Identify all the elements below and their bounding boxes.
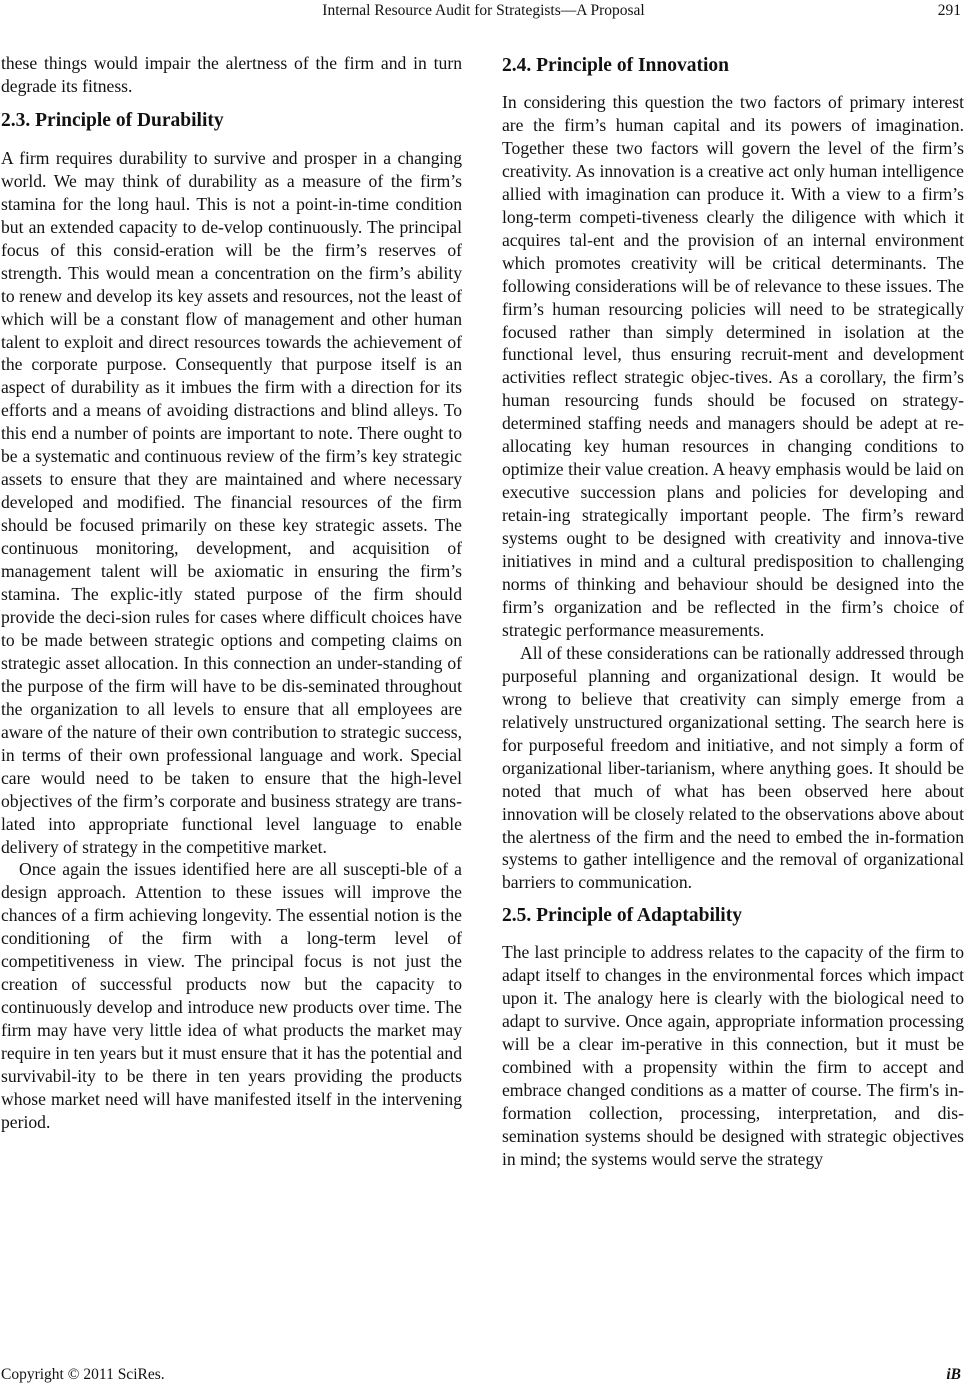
page-header — [0, 2, 967, 22]
paragraph-innovation-2: All of these considerations can be rationally addressed through purposeful planning and organizational design. It would be wrong to believe that creativity can simply emerge from a relatively unstructured organizational setting. The search here is for purposeful freedom and initiative, and not simply a form of organizational liber-tarianism, where anything goes. It should be noted that much of what has been observed here about innovation will be closely related to the observations above about the alertness of the firm and the need to embed the in-formation systems to gather intelligence and the removal of organizational barriers to communication. — [502, 642, 964, 893]
copyright-notice: Copyright © 2011 SciRes. — [1, 1366, 165, 1383]
page-footer — [0, 1366, 967, 1384]
page-number: 291 — [937, 2, 961, 19]
section-heading-durability: 2.3. Principle of Durability — [1, 109, 224, 131]
section-heading-adaptability: 2.5. Principle of Adaptability — [502, 905, 742, 927]
paragraph-innovation-1: In considering this question the two factors of primary interest are the firm’s human capital and its powers of imagination. Together these two factors will govern the level of the firm’s creativity. As innovation is a creative act only human intelligence allied with imagination can produce it. With a view to a firm’s long-term competi-tiveness clearly the diligence with which it acquires tal-ent and the provision of an internal environment which promotes creativity will be critical determinants. The following considerations will be of relevance to these issues. The firm’s human resourcing policies will need to be strategically focused rather than simply determined in isolation at the functional level, thus ensuring recruit-ment and development activities reflect strategic objec-tives. As a corollary, the firm’s human resourcing funds should be focused on strategy-determined staffing needs and managers should be adept at re-allocating key human resources in changing conditions to optimize their value creation. A heavy emphasis would be laid on executive succession plans and policies for developing and retain-ing strategically important people. The firm’s reward systems ought to be designed with creativity and innova-tive initiatives in mind and a cultural predisposition to challenging norms of thinking and behaviour should be designed into the firm’s organization and be reflected in the firm’s choice of strategic performance measurements. — [502, 92, 964, 640]
journal-abbreviation: iB — [946, 1366, 961, 1383]
paragraph-continuation: these things would impair the alertness of the firm and in turn degrade its fitness. — [1, 53, 462, 96]
left-column — [1, 52, 462, 1134]
paragraph-durability-2: Once again the issues identified here are all suscepti-ble of a design approach. Attention to these issues will improve the chances of a firm achieving longevity. The essential notion is the conditioning of the firm with a long-term level of competitiveness in view. The principal focus is not just the creation of successful products now but the capacity to continuously develop and introduce new products over time. The firm may have very little idea of what products the market may require in ten years but it must ensure that it has the potential and survivabil-ity to be there in ten years providing the products whose market need will have manifested itself in the intervening period. — [1, 859, 462, 1132]
right-column — [502, 52, 964, 1171]
running-title: Internal Resource Audit for Strategists—A Proposal — [322, 2, 645, 19]
paragraph-durability-1: A firm requires durability to survive and prosper in a changing world. We may think of durability as a measure of the firm’s stamina for the long haul. This is not a point-in-time condition but an extended capacity to de-velop continuously. The principal focus of this consid-eration will be the firm’s reserves of strength. This would mean a concentration on the firm’s ability to renew and develop its key assets and resources, not the least of which will be a constant flow of management and other human talent to exploit and direct resources towards the achievement of the corporate purpose. Consequently that purpose itself is an aspect of durability as it imbues the firm with a direction for its efforts and a means of avoiding distractions and blind alleys. To this end a number of points are important to note. There ought to be a systematic and continuous review of the firm’s key strategic assets to ensure that they are maintained and where necessary developed and modified. The financial resources of the firm should be focused primarily on these key strategic assets. The continuous monitoring, development, and acquisition of management talent will be axiomatic in ensuring the firm’s stamina. The explic-itly stated purpose of the firm should provide the deci-sion rules for cases where difficult choices have to be made between strategic options and competing claims on strategic asset allocation. In this connection an under-standing of the purpose of the firm will have to be dis-seminated throughout the organization to all levels to ensure that all employees are aware of the nature of their own contribution to strategic success, in terms of their own professional language and work. Special care would need to be taken to ensure that the high-level objectives of the firm’s corporate and business strategy are trans-lated into appropriate functional level language to enable delivery of strategy in the competitive market. — [1, 147, 462, 857]
section-heading-innovation: 2.4. Principle of Innovation — [502, 55, 729, 76]
paragraph-adaptability-1: The last principle to address relates to the capacity of the firm to adapt itself to changes in the environmental forces which impact upon it. The analogy here is clearly with the biological need to adapt to survive. Once again, appropriate information processing will be a clear im-perative in this connection, but it must be combined with a propensity within the firm to accept and embrace changed conditions as a matter of course. The firm's in-formation collection, processing, interpretation, and dis-semination systems should be designed with strategic objectives in mind; the systems would serve the strategy — [502, 942, 964, 1169]
